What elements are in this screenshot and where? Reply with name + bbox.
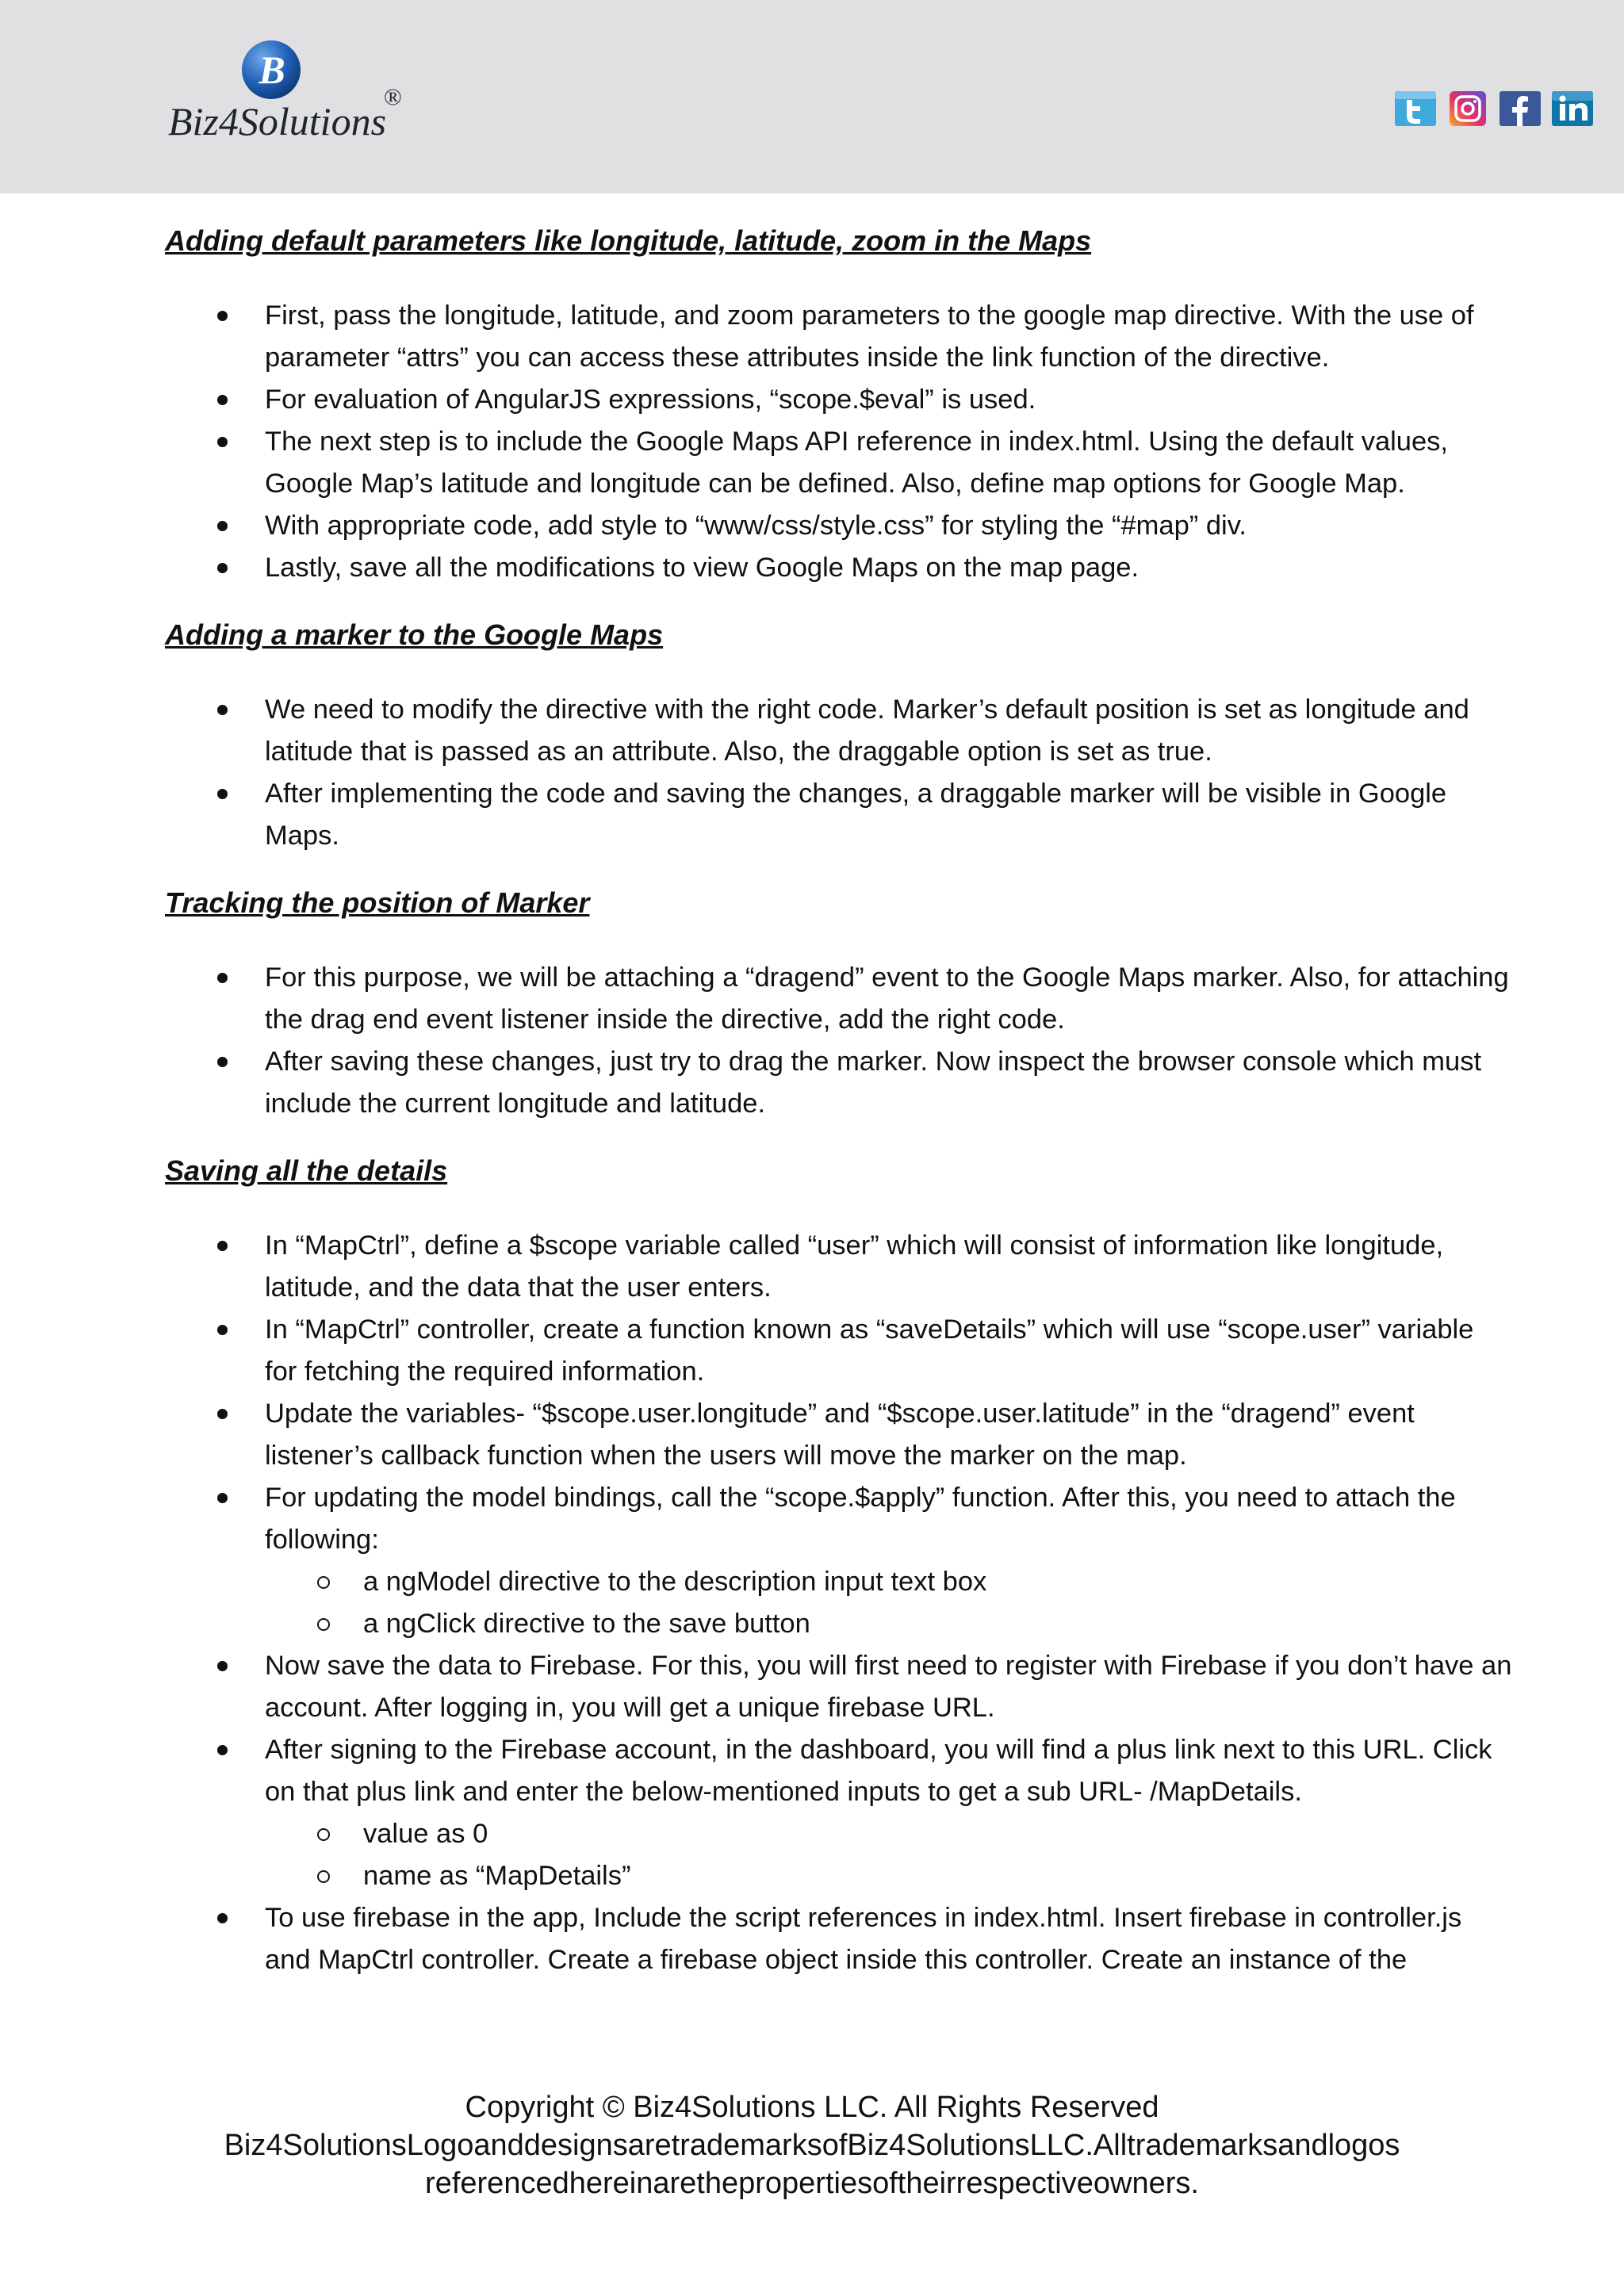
list-item: We need to modify the directive with the right code. Marker’s default position is set as longitude and latitude that is passed as an attribute. Also, the draggable option is set as true. <box>165 689 1513 773</box>
facebook-icon[interactable] <box>1499 90 1542 127</box>
list-item: After saving these changes, just try to drag the marker. Now inspect the browser console which must include the current longitude and latitude. <box>165 1041 1513 1125</box>
section-heading: Tracking the position of Marker <box>165 886 590 919</box>
document-body <box>165 219 1513 2005</box>
section-adding-marker <box>165 613 1513 857</box>
list-item: After implementing the code and saving the changes, a draggable marker will be visible in Google Maps. <box>165 773 1513 857</box>
logo-mark-icon <box>239 38 303 101</box>
sub-list-item: a ngModel directive to the description input text box <box>265 1561 1513 1603</box>
sub-list-item: value as 0 <box>265 1813 1513 1855</box>
sub-list-item: a ngClick directive to the save button <box>265 1603 1513 1645</box>
twitter-icon[interactable] <box>1394 90 1437 127</box>
list-item: For updating the model bindings, call the “scope.$apply” function. After this, you need to attach the following: <box>165 1477 1513 1561</box>
list-item: The next step is to include the Google Maps API reference in index.html. Using the default values, Google Map’s latitude and longitude can be defined. Also, define map options for Google Map. <box>165 421 1513 505</box>
sub-list-container <box>165 1813 1513 1897</box>
list-item: After signing to the Firebase account, in the dashboard, you will find a plus link next to this URL. Click on that plus link and enter the below-mentioned inputs to get a sub URL- /MapDetails. <box>165 1729 1513 1813</box>
list-item: Update the variables- “$scope.user.longitude” and “$scope.user.latitude” in the “dragend” event listener’s callback function when the users will move the marker on the map. <box>165 1393 1513 1477</box>
section-saving-details <box>165 1149 1513 1981</box>
list-item: Lastly, save all the modifications to view Google Maps on the map page. <box>165 547 1513 589</box>
sub-list-item: name as “MapDetails” <box>265 1855 1513 1897</box>
bullet-list <box>165 957 1513 1125</box>
registered-mark: ® <box>384 84 402 110</box>
linkedin-icon[interactable] <box>1551 90 1594 127</box>
bullet-list <box>165 1225 1513 1981</box>
list-item: For evaluation of AngularJS expressions, “scope.$eval” is used. <box>165 379 1513 421</box>
list-item: With appropriate code, add style to “www/css/style.css” for styling the “#map” div. <box>165 505 1513 547</box>
sub-list-container <box>165 1561 1513 1645</box>
trademark-text: Biz4SolutionsLogoanddesignsaretrademarksofBiz4SolutionsLLC.Alltrademarksandlogos <box>224 2129 1400 2162</box>
bullet-list <box>165 295 1513 589</box>
page-footer <box>0 2088 1624 2202</box>
company-logo <box>163 38 409 149</box>
section-default-parameters <box>165 219 1513 589</box>
svg-text:B: B <box>259 48 285 92</box>
list-item: For this purpose, we will be attaching a “dragend” event to the Google Maps marker. Also, for attaching the drag end event listener inside the directive, add the right code. <box>165 957 1513 1041</box>
trademark-text-continued: referencedhereinarethepropertiesoftheirrespectiveowners. <box>425 2167 1199 2200</box>
section-tracking-marker <box>165 881 1513 1125</box>
section-heading: Adding a marker to the Google Maps <box>165 618 664 651</box>
sub-bullet-list <box>265 1561 1513 1645</box>
list-item: In “MapCtrl” controller, create a function known as “saveDetails” which will use “scope.user” variable for fetching the required information. <box>165 1309 1513 1393</box>
logo-text: Biz4Solutions <box>168 99 387 144</box>
instagram-icon[interactable] <box>1446 90 1489 127</box>
section-heading: Saving all the details <box>165 1154 448 1187</box>
sub-bullet-list <box>265 1813 1513 1897</box>
list-item: First, pass the longitude, latitude, and zoom parameters to the google map directive. With the use of parameter “attrs” you can access these attributes inside the link function of the directive. <box>165 295 1513 379</box>
page-header <box>0 0 1624 193</box>
copyright-text: Copyright © Biz4Solutions LLC. All Rights Reserved <box>465 2091 1159 2124</box>
list-item: Now save the data to Firebase. For this, you will first need to register with Firebase if you don’t have an account. After logging in, you will get a unique firebase URL. <box>165 1645 1513 1729</box>
social-links <box>1394 90 1594 127</box>
list-item: In “MapCtrl”, define a $scope variable called “user” which will consist of information like longitude, latitude, and the data that the user enters. <box>165 1225 1513 1309</box>
bullet-list <box>165 689 1513 857</box>
section-heading: Adding default parameters like longitude, latitude, zoom in the Maps <box>165 224 1092 257</box>
list-item: To use firebase in the app, Include the script references in index.html. Insert firebase in controller.js and MapCtrl controller. Create a firebase object inside this controller. Create an instance of the <box>165 1897 1513 1981</box>
